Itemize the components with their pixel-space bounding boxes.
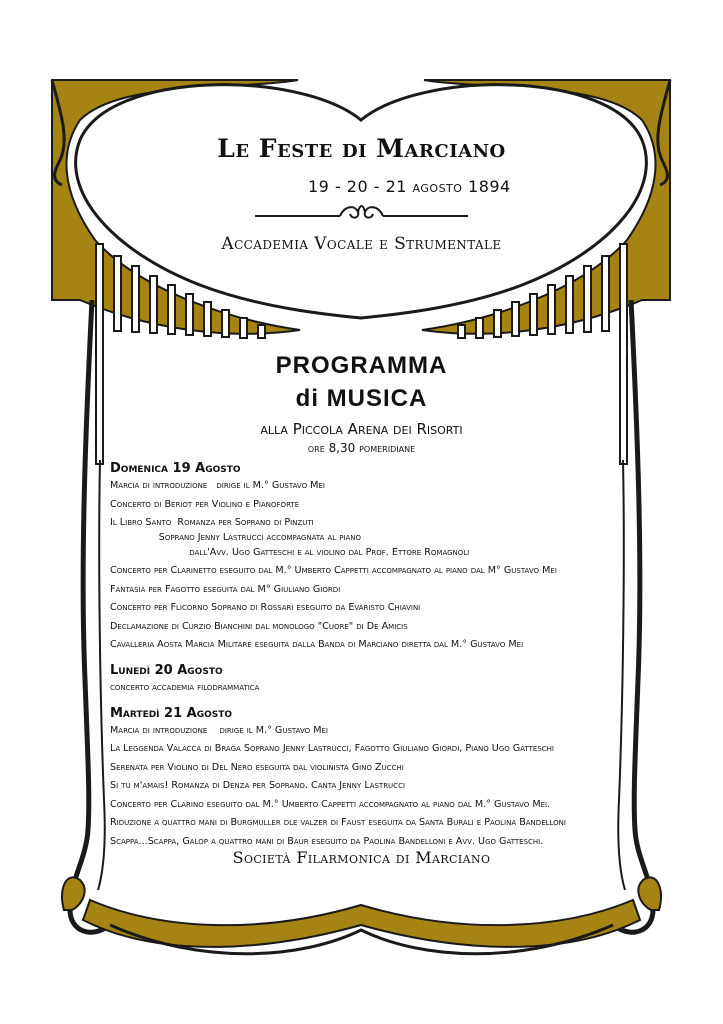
program-item: Riduzione a quattro mani di Burgmuller dle valzer di Faust eseguita da Santa Burali e Paolina Bandelloni (110, 817, 566, 828)
program-item: Declamazione di Curzio Bianchini dal monologo "Cuore" di De Amicis (110, 620, 408, 632)
program-title-line1: PROGRAMMA (275, 352, 448, 379)
program-list (110, 460, 635, 852)
program-item: Serenata per Violino di Del Nero eseguita dal violinista Gino Zucchi (110, 761, 404, 773)
stage-oval (76, 85, 647, 318)
program-item: Fantasia per Fagotto eseguita dal M° Giuliano Giordi (110, 583, 341, 595)
program-item: Concerto per Clarino eseguito dal M.° Umberto Cappetti accompagnato al piano dal M.° Gustavo Mei. (110, 798, 551, 810)
program-item: La Leggenda Valacca di Braga Soprano Jenny Lastrucci, Fagotto Giuliano Giordi, Piano Ugo Gatteschi (110, 743, 554, 754)
program-item: Concerto per Clarinetto eseguito dal M.° Umberto Cappetti accompagnato al piano dal M° Gustavo Mei (110, 565, 557, 576)
program-item: Concerto per Flicorno Soprano di Rossari eseguito da Evaristo Chiavini (110, 602, 421, 613)
bottom-left-ornament (62, 877, 85, 910)
day-title: Lunedì 20 Agosto (110, 662, 223, 678)
program-item: Marcia di introduzione dirige il M.° Gustavo Mei (110, 480, 325, 491)
academy-name: Accademia Vocale e Strumentale (221, 234, 502, 254)
day-section-tuesday (110, 705, 635, 853)
program-item: Cavalleria Aosta Marcia Militare eseguita dalla Banda di Marciano diretta dal M.° Gustavo Mei (110, 639, 524, 650)
society-name: Società Filarmonica di Marciano (232, 848, 491, 867)
time: ore 8,30 pomeridiane (307, 441, 416, 455)
venue: alla Piccola Arena dei Risorti (260, 420, 463, 438)
bottom-band (83, 900, 640, 947)
left-frame-inner (98, 460, 105, 890)
program-title-line2: di MUSICA (295, 385, 428, 412)
bottom-right-ornament (638, 877, 661, 910)
day-section-monday (110, 662, 635, 695)
program-item: Il Libro Santo Romanza per Soprano di Pinzuti (110, 517, 314, 528)
page-title: Le Feste di Marciano (217, 134, 506, 163)
program-item: Marcia di introduzione dirige il M.° Gustavo Mei (110, 724, 328, 736)
day-title: Domenica 19 Agosto (110, 461, 241, 476)
day-section-sunday (110, 460, 635, 656)
program-item: Si tu m'amais! Romanza di Denza per Soprano. Canta Jenny Lastrucci (110, 780, 406, 791)
program-item: Concerto di Beriot per Violino e Pianoforte (110, 498, 300, 510)
day-title: Martedì 21 Agosto (110, 705, 233, 721)
program-item: dall'Avv. Ugo Gatteschi e al violino dal Prof. Ettore Romagnoli (110, 547, 470, 558)
program-item: Scappa...Scappa, Galop a quattro mani di Baur eseguito da Paolina Bandelloni e Avv. Ugo Gatteschi. (110, 835, 544, 847)
program-item: Soprano Jenny Lastrucci accompagnata al piano (110, 532, 362, 543)
event-dates: 19 - 20 - 21 agosto 1894 (308, 177, 511, 196)
program-item: concerto accademia filodrammatica (110, 681, 260, 693)
